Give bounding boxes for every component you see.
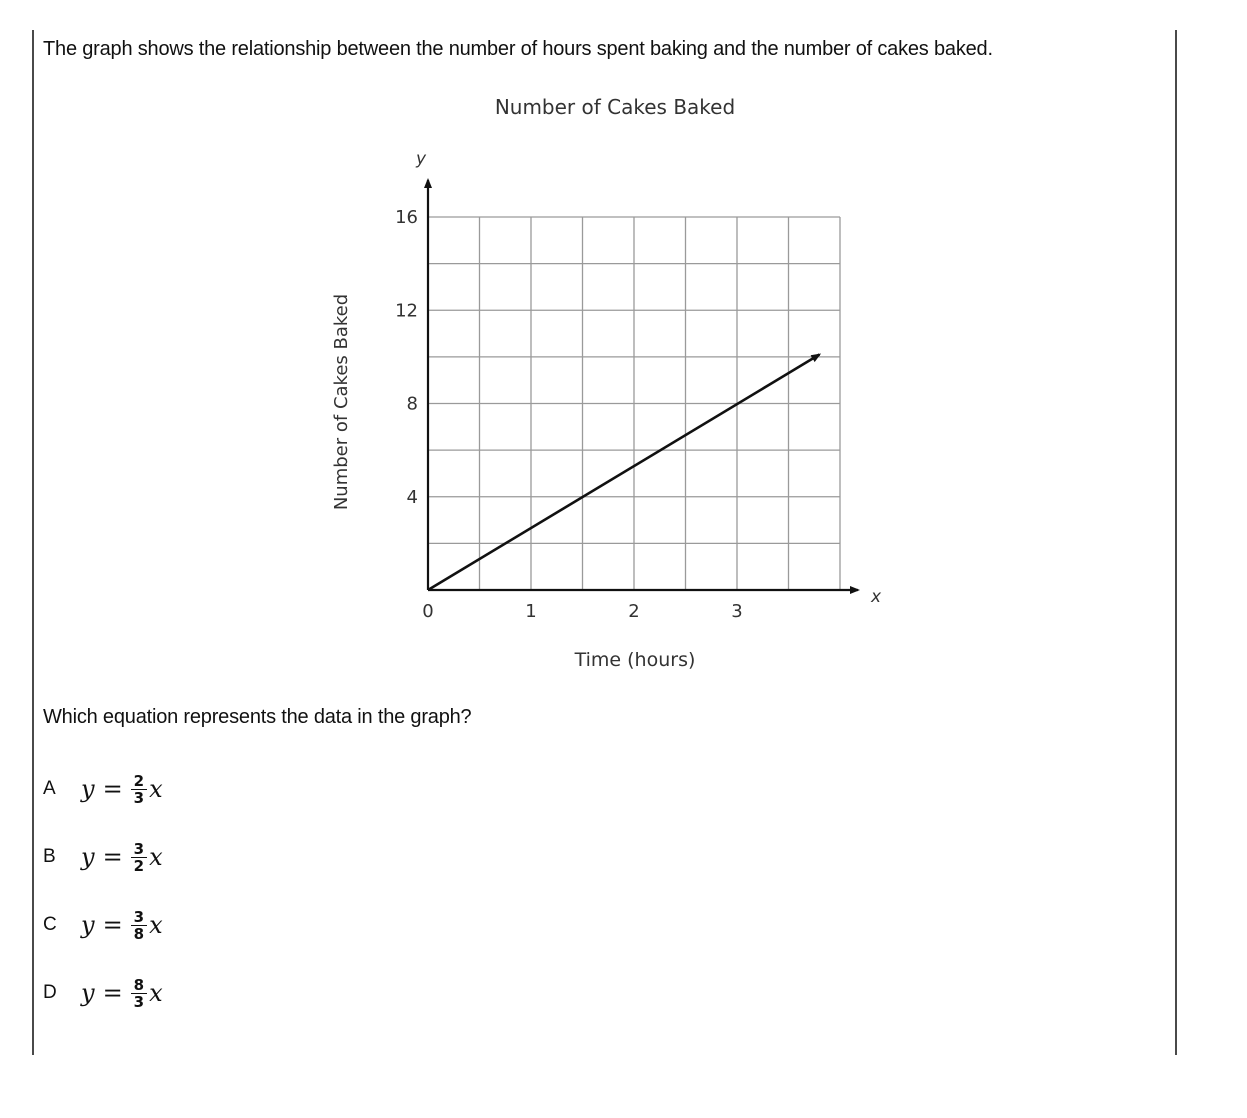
right-margin-rule	[1175, 30, 1177, 1055]
y-axis-letter: y	[415, 149, 427, 169]
chart-title: Number of Cakes Baked	[494, 95, 736, 119]
equation: y = $\frac{8}{3}$ x	[81, 975, 163, 1011]
grid	[428, 217, 840, 590]
option-c[interactable]	[43, 900, 163, 950]
fraction: $\frac{3}{8}$	[131, 909, 147, 942]
question-text: Which equation represents the data in the graph?	[43, 706, 472, 728]
left-margin-rule	[32, 30, 34, 1055]
option-d[interactable]	[43, 968, 163, 1018]
option-b[interactable]	[43, 832, 163, 882]
axes	[428, 180, 858, 590]
line-chart	[300, 140, 920, 680]
y-tick-label: 16	[395, 207, 418, 228]
x-axis-letter: x	[870, 587, 882, 607]
y-tick-label: 8	[406, 393, 418, 415]
y-axis-label: Number of Cakes Baked	[331, 293, 352, 511]
y-tick-label: 4	[406, 486, 418, 508]
fraction: $\frac{8}{3}$	[131, 977, 147, 1010]
fraction: $\frac{2}{3}$	[131, 773, 147, 806]
option-letter: D	[43, 982, 57, 1003]
series	[428, 355, 819, 590]
tick-labels	[395, 207, 743, 622]
equation: y = $\frac{3}{2}$ x	[81, 839, 163, 875]
x-axis-label: Time (hours)	[574, 649, 696, 671]
x-tick-label: 0	[422, 601, 434, 622]
intro-text: The graph shows the relationship between the number of hours spent baking and the number of cakes baked.	[43, 38, 993, 60]
equation: y = $\frac{3}{8}$ x	[81, 907, 163, 943]
x-tick-label: 3	[731, 601, 743, 622]
fraction: $\frac{3}{2}$	[131, 841, 147, 874]
option-letter: A	[43, 778, 56, 799]
option-a[interactable]	[43, 764, 163, 814]
y-tick-label: 12	[395, 300, 418, 322]
option-letter: B	[43, 846, 56, 867]
x-tick-label: 2	[628, 601, 640, 622]
x-tick-label: 1	[525, 601, 537, 622]
equation: y = $\frac{2}{3}$ x	[81, 771, 163, 807]
option-letter: C	[43, 914, 57, 935]
series-line	[428, 355, 819, 590]
